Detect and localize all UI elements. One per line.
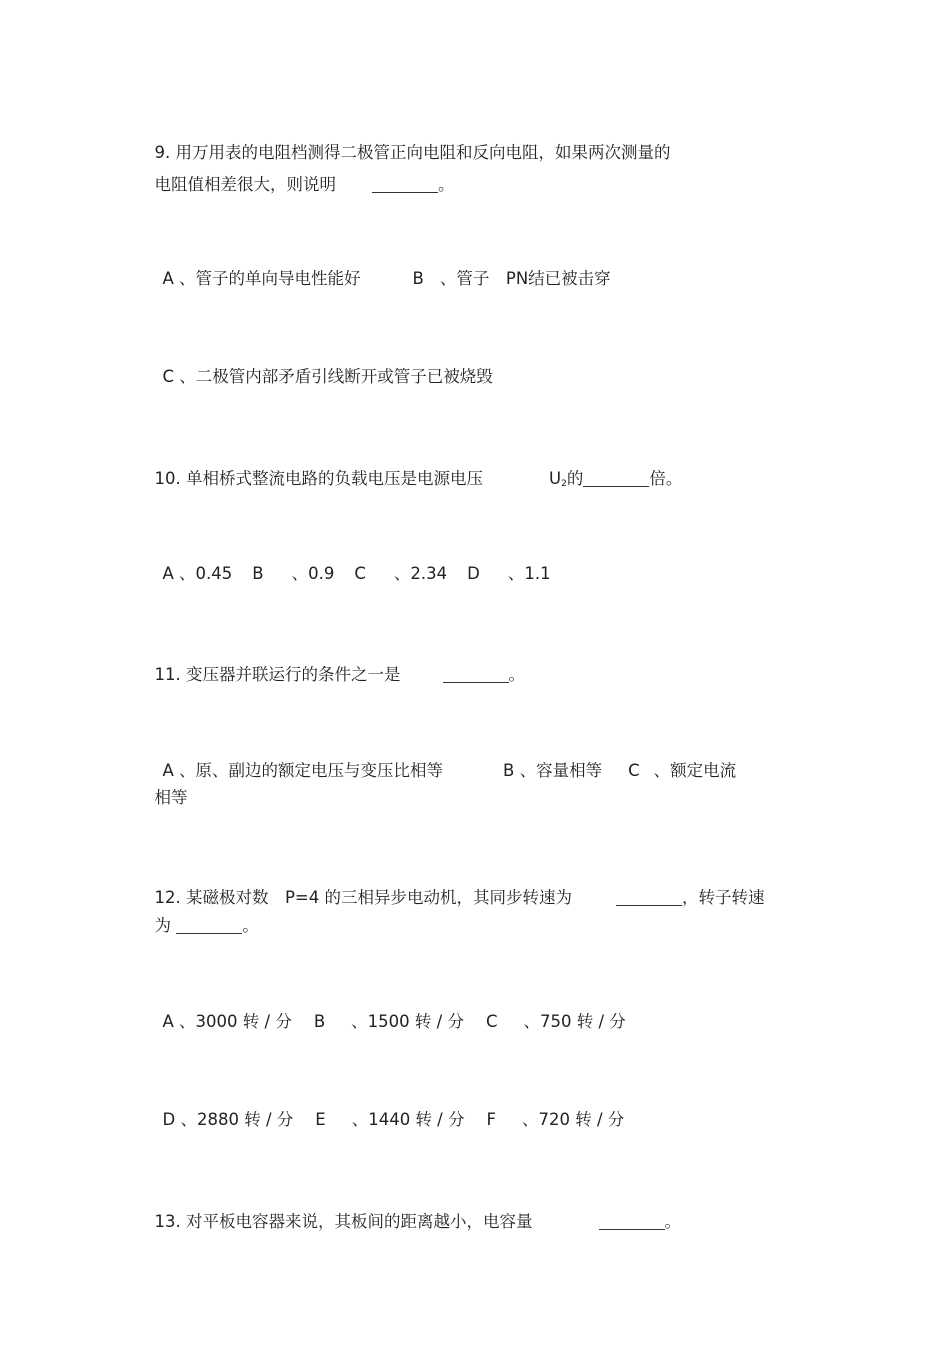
option-letter: C: [162, 367, 175, 386]
question-text: 12. 某磁极对数 P=4 的三相异步电动机，其同步转速为: [154, 888, 573, 907]
option-letter: C: [485, 1012, 498, 1031]
option-text: 、1.1: [507, 564, 551, 583]
answer-blank: [372, 174, 438, 193]
option-letter: F: [486, 1110, 496, 1129]
answer-blank: [616, 887, 682, 906]
question-12-options-row-1: [152, 989, 626, 1033]
option-letter: B: [412, 269, 424, 288]
question-text: 为: [154, 916, 171, 935]
answer-blank: [176, 915, 242, 934]
question-11-options: [152, 738, 736, 782]
option-letter: B: [252, 564, 264, 583]
option-letter: C: [354, 564, 366, 583]
option-letter: B: [503, 761, 515, 780]
option-text: 、750 转 / 分: [523, 1012, 626, 1031]
question-end: 倍。: [649, 469, 683, 488]
question-end: 。: [508, 665, 525, 684]
option-text: 、额定电流: [653, 761, 737, 780]
option-text: 、720 转 / 分: [522, 1110, 625, 1129]
question-9-options-row-1: [152, 246, 611, 290]
option-text: 、容量相等: [519, 761, 603, 780]
option-text: 相等: [154, 788, 188, 807]
question-9-options-row-2: [152, 344, 493, 388]
variable: U: [549, 469, 562, 488]
answer-blank: [583, 468, 649, 487]
question-10-line: [144, 443, 682, 495]
option-letter: D: [467, 564, 480, 583]
question-12-line-2: [144, 890, 259, 937]
option-text: 、0.45: [179, 564, 233, 583]
option-letter: C: [628, 761, 640, 780]
option-text: 、1440 转 / 分: [351, 1110, 465, 1129]
option-letter: D: [162, 1110, 176, 1129]
question-text: 的: [566, 469, 584, 488]
question-end: 。: [438, 175, 455, 194]
option-text: 、原、副边的额定电压与变压比相等: [179, 761, 444, 780]
answer-blank: [443, 664, 509, 683]
option-letter: B: [313, 1012, 326, 1031]
question-text: 电阻值相差很大，则说明: [154, 175, 336, 194]
question-text: 9. 用万用表的电阻档测得二极管正向电阻和反向电阻，如果两次测量的: [154, 143, 671, 162]
question-10-options: [152, 541, 551, 585]
option-text: 、1500 转 / 分: [351, 1012, 464, 1031]
question-11-line: [144, 639, 525, 686]
option-letter: E: [315, 1110, 326, 1129]
option-text: 、0.9: [291, 564, 335, 583]
option-text: 、二极管内部矛盾引线断开或管子已被烧毁: [179, 367, 493, 386]
question-11-options-cont: [144, 765, 188, 809]
question-9-line-2: [144, 149, 455, 196]
question-end: 。: [242, 916, 259, 935]
question-text: ，转子转速: [682, 888, 765, 907]
question-13-line: [144, 1186, 681, 1233]
option-text: 、2.34: [393, 564, 448, 583]
question-12-options-row-2: [152, 1087, 624, 1131]
option-text: 、管子 PN结已被击穿: [439, 269, 611, 288]
option-text: 、3000 转 / 分: [179, 1012, 292, 1031]
option-letter: A: [162, 269, 174, 288]
subscript: 2: [561, 479, 567, 489]
option-letter: A: [162, 761, 174, 780]
question-text: 11. 变压器并联运行的条件之一是: [154, 665, 401, 684]
option-letter: A: [162, 1012, 174, 1031]
question-text: 13. 对平板电容器来说，其板间的距离越小，电容量: [154, 1212, 533, 1231]
option-letter: A: [162, 564, 174, 583]
question-text: 10. 单相桥式整流电路的负载电压是电源电压: [154, 469, 483, 488]
question-end: 。: [664, 1212, 681, 1231]
answer-blank: [599, 1211, 665, 1230]
option-text: 、2880 转 / 分: [180, 1110, 294, 1129]
option-text: 、管子的单向导电性能好: [179, 269, 361, 288]
